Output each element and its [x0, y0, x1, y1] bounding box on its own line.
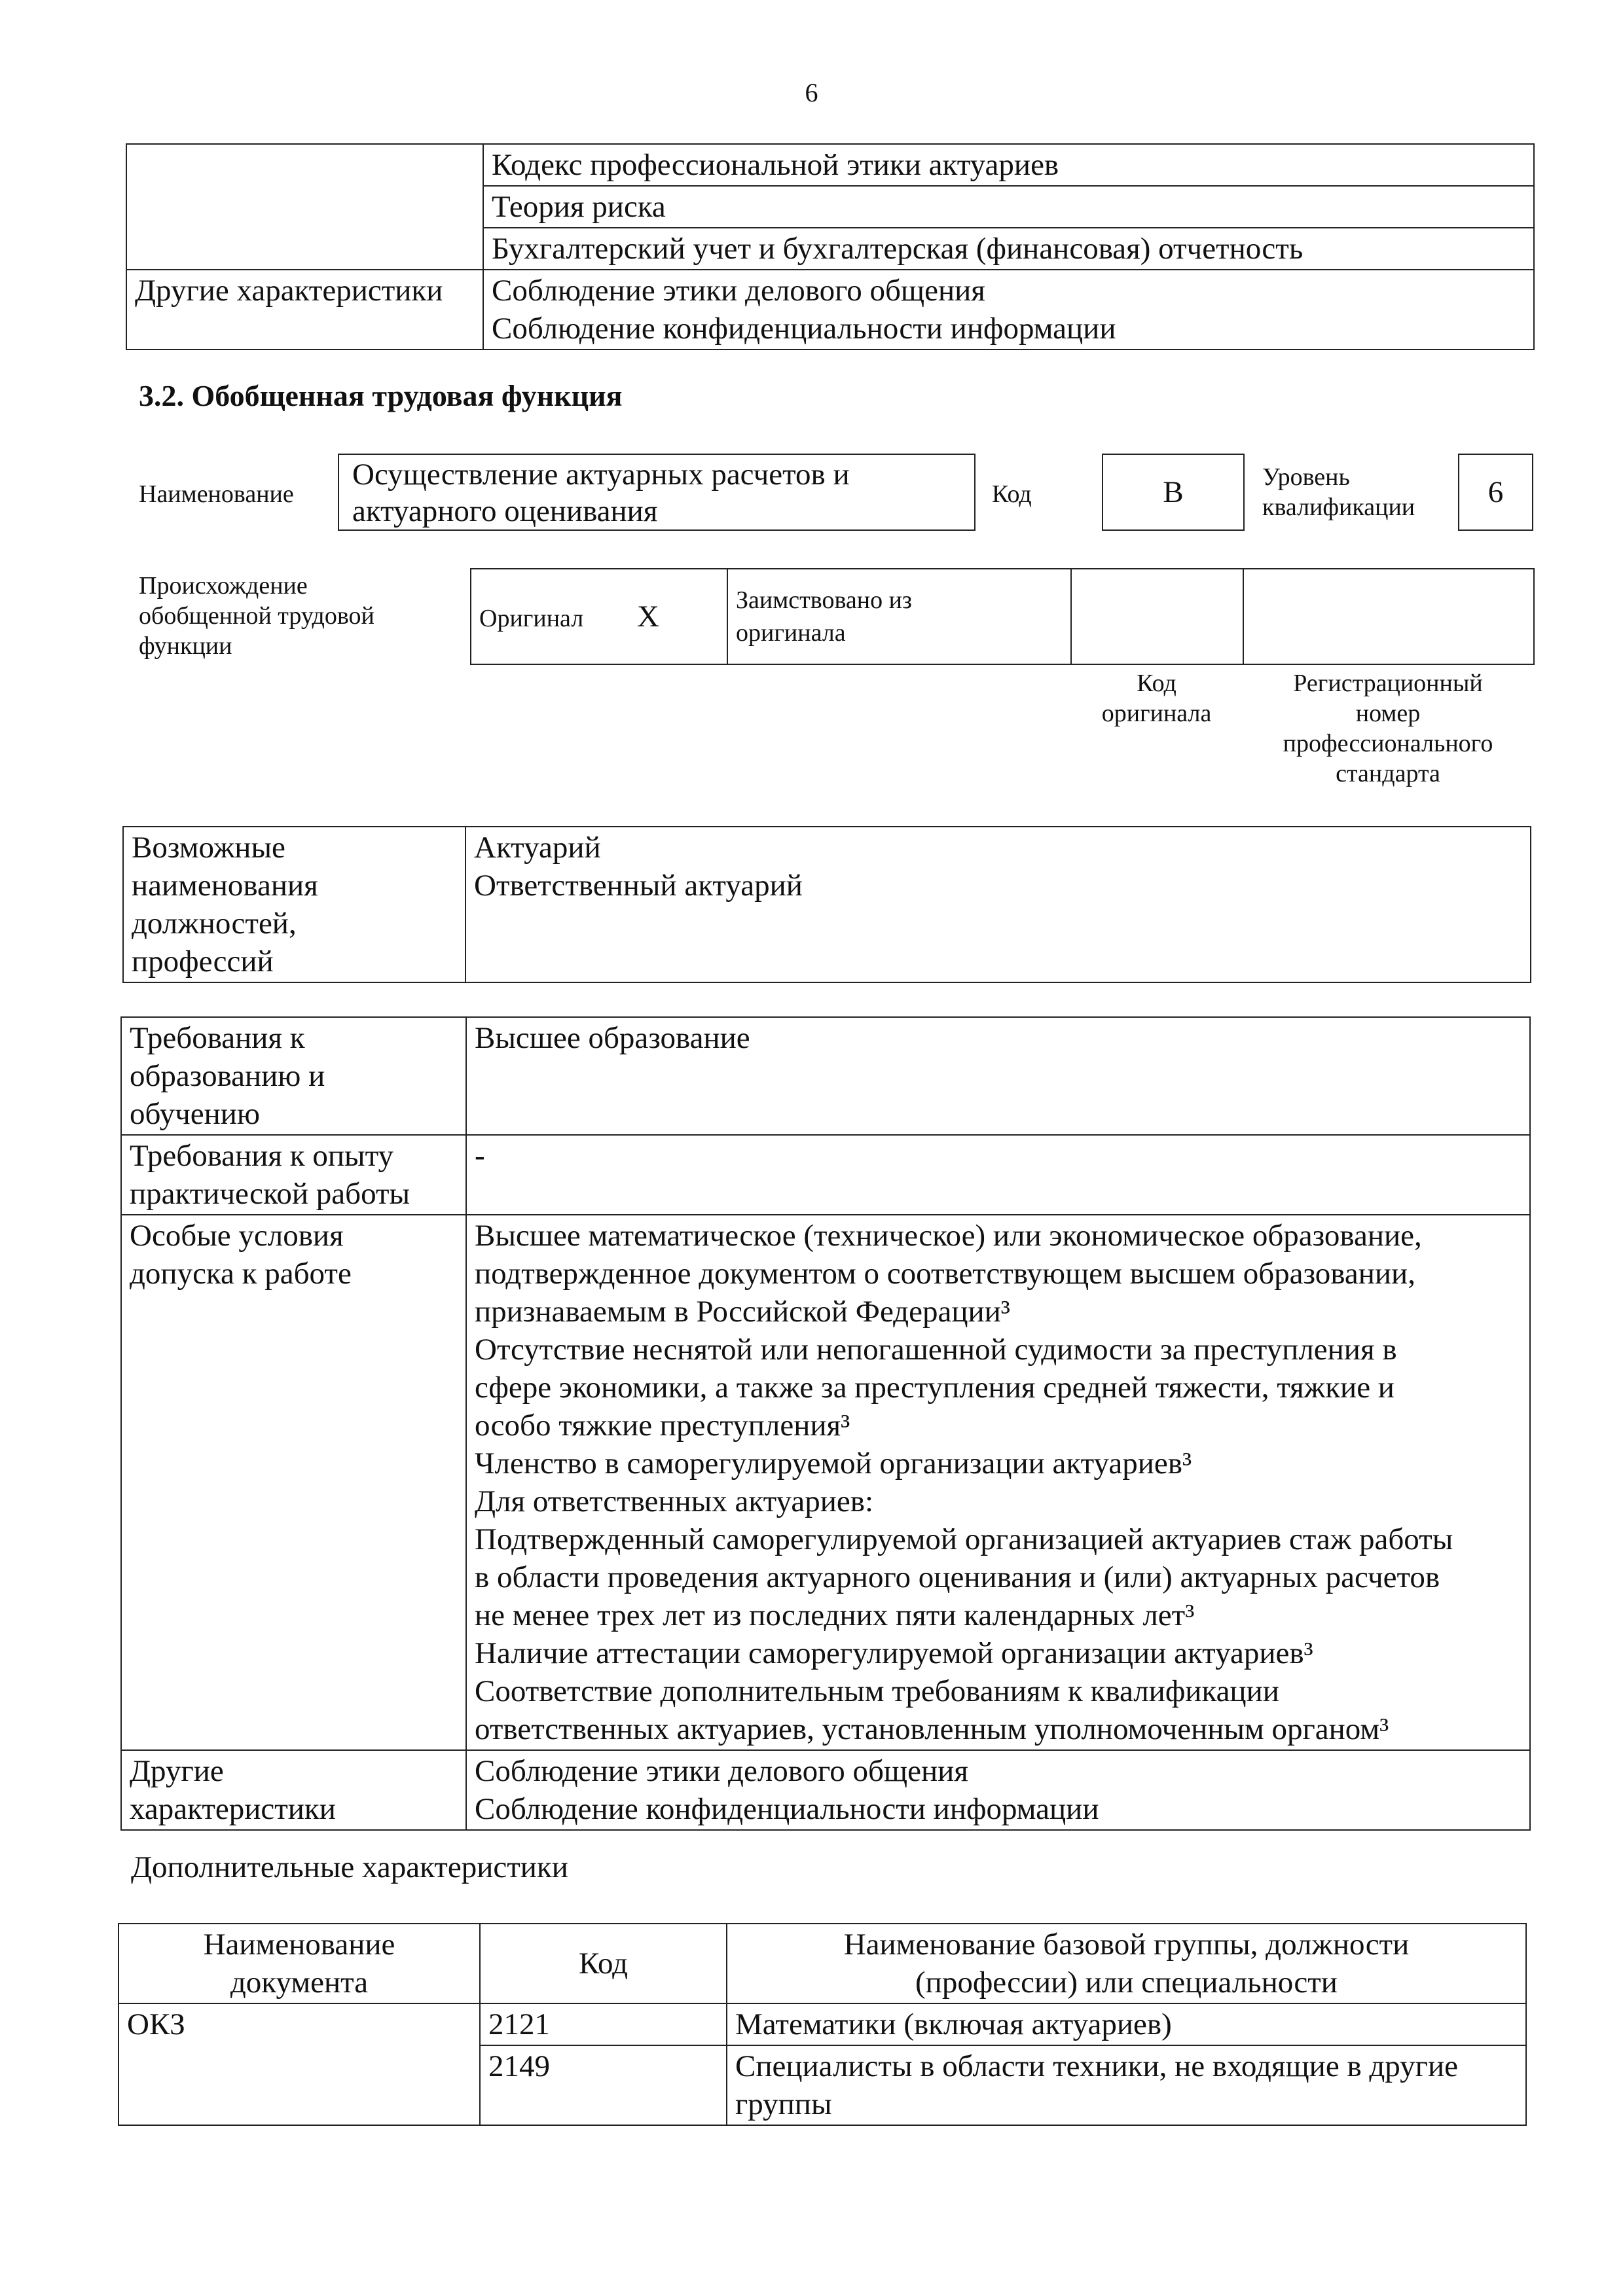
experience-label-line: практической работы [130, 1177, 410, 1211]
position-item: Актуарий [474, 831, 601, 865]
requirements-table [120, 1016, 1531, 1831]
top-table-cell: Теория риска [483, 186, 1534, 228]
additional-header-code: Код [480, 1924, 727, 2003]
special-line: Подтвержденный саморегулируемой организацией актуариев стаж работы [475, 1522, 1453, 1556]
origin-code-caption [1070, 668, 1243, 728]
caption-line: Код [1137, 670, 1176, 697]
special-line: подтвержденное документом о соответствующем высшем образовании, [475, 1257, 1415, 1291]
top-table-left-empty [126, 144, 483, 270]
code-label: Код [992, 480, 1032, 508]
origin-label-line: функции [139, 632, 232, 660]
experience-label [121, 1135, 466, 1215]
origin-original-cell [471, 569, 727, 664]
top-table-cell: Кодекс профессиональной этики актуариев [483, 144, 1534, 186]
top-table-cell: Бухгалтерский учет и бухгалтерская (финансовая) отчетность [483, 228, 1534, 270]
origin-borrowed-line: Заимствовано из [736, 586, 912, 614]
origin-label-line: обобщенной трудовой [139, 602, 374, 630]
origin-code-cell [1071, 569, 1243, 664]
level-label [1262, 462, 1415, 522]
origin-borrowed-cell [727, 569, 1071, 664]
special-line: ответственных актуариев, установленным уполномоченным органом³ [475, 1712, 1389, 1746]
additional-name-cell [727, 2003, 1526, 2045]
name-line: группы [735, 2087, 832, 2121]
top-table [126, 143, 1535, 350]
origin-original-mark: X [636, 600, 659, 634]
caption-line: профессионального [1283, 730, 1493, 757]
top-table-label: Другие характеристики [126, 270, 483, 350]
origin-table [470, 568, 1535, 665]
other-label [121, 1750, 466, 1830]
special-line: в области проведения актуарного оценивания и (или) актуарных расчетов [475, 1560, 1440, 1594]
experience-label-line: Требования к опыту [130, 1139, 394, 1173]
section-heading: 3.2. Обобщенная трудовая функция [139, 379, 623, 412]
positions-label [123, 827, 465, 982]
other-label-line: характеристики [130, 1792, 336, 1826]
special-line: особо тяжкие преступления³ [475, 1408, 850, 1443]
additional-heading: Дополнительные характеристики [131, 1850, 568, 1884]
header-line: документа [230, 1965, 369, 2000]
name-value-box [338, 454, 976, 531]
additional-table [118, 1923, 1527, 2126]
name-line: Специалисты в области техники, не входящие в другие [735, 2049, 1458, 2083]
special-line: Отсутствие неснятой или непогашенной судимости за преступления в [475, 1333, 1397, 1367]
positions-table [122, 826, 1531, 983]
name-line: Математики (включая актуариев) [735, 2007, 1172, 2041]
caption-line: оригинала [1101, 700, 1212, 727]
special-line: признаваемым в Российской Федерации³ [475, 1295, 1010, 1329]
additional-code-cell: 2149 [480, 2045, 727, 2125]
level-label-line: квалификации [1262, 493, 1415, 521]
top-table-cell [483, 270, 1534, 350]
positions-values [465, 827, 1531, 982]
origin-label [139, 571, 374, 661]
additional-name-cell [727, 2045, 1526, 2125]
additional-header-doc [119, 1924, 480, 2003]
code-value-box [1102, 454, 1245, 531]
education-label-line: Требования к [130, 1021, 305, 1055]
origin-reg-cell [1243, 569, 1534, 664]
special-label-line: допуска к работе [130, 1257, 352, 1291]
name-label: Наименование [139, 480, 294, 508]
special-label [121, 1215, 466, 1750]
education-label-line: обучению [130, 1097, 261, 1131]
special-line: сфере экономики, а также за преступления средней тяжести, тяжкие и [475, 1371, 1395, 1405]
top-table-line: Соблюдение конфиденциальности информации [492, 312, 1116, 346]
experience-value: - [466, 1135, 1530, 1215]
education-label-line: образованию и [130, 1059, 325, 1093]
other-line: Соблюдение конфиденциальности информации [475, 1792, 1099, 1826]
special-line: Для ответственных актуариев: [475, 1484, 874, 1518]
education-value: Высшее образование [466, 1017, 1530, 1135]
level-value: 6 [1487, 475, 1504, 509]
name-value-line: Осуществление актуарных расчетов и [352, 457, 850, 492]
caption-line: номер [1355, 700, 1421, 727]
origin-label-line: Происхождение [139, 572, 308, 600]
top-table-line: Соблюдение этики делового общения [492, 274, 985, 308]
positions-label-line: Возможные [132, 831, 285, 865]
caption-line: стандарта [1336, 760, 1440, 787]
special-line: Наличие аттестации саморегулируемой организации актуариев³ [475, 1636, 1313, 1670]
other-label-line: Другие [130, 1754, 224, 1788]
special-line: Членство в саморегулируемой организации актуариев³ [475, 1446, 1192, 1480]
header-line: Наименование [203, 1928, 395, 1962]
caption-line: Регистрационный [1293, 670, 1483, 697]
page-number: 6 [805, 78, 818, 107]
other-values [466, 1750, 1530, 1830]
origin-reg-caption [1243, 668, 1533, 789]
special-conditions [466, 1215, 1530, 1750]
special-line: не менее трех лет из последних пяти календарных лет³ [475, 1598, 1195, 1632]
positions-label-line: профессий [132, 944, 274, 978]
level-value-box [1458, 454, 1533, 531]
other-line: Соблюдение этики делового общения [475, 1754, 968, 1788]
level-label-line: Уровень [1262, 463, 1350, 491]
position-item: Ответственный актуарий [474, 869, 803, 903]
header-line: (профессии) или специальности [915, 1965, 1338, 2000]
name-value [339, 455, 974, 531]
special-label-line: Особые условия [130, 1219, 344, 1253]
special-line: Высшее математическое (техническое) или экономическое образование, [475, 1219, 1422, 1253]
positions-label-line: наименования [132, 869, 318, 903]
additional-code-cell: 2121 [480, 2003, 727, 2045]
additional-header-group [727, 1924, 1526, 2003]
positions-label-line: должностей, [132, 906, 297, 941]
code-value: B [1163, 475, 1184, 509]
special-line: Соответствие дополнительным требованиям к квалификации [475, 1674, 1279, 1708]
additional-doc-cell: ОКЗ [119, 2003, 480, 2125]
header-line: Наименование базовой группы, должности [843, 1928, 1410, 1962]
education-label [121, 1017, 466, 1135]
name-value-line: актуарного оценивания [352, 494, 658, 528]
origin-original-label: Оригинал [479, 605, 584, 632]
origin-borrowed-line: оригинала [736, 619, 846, 647]
